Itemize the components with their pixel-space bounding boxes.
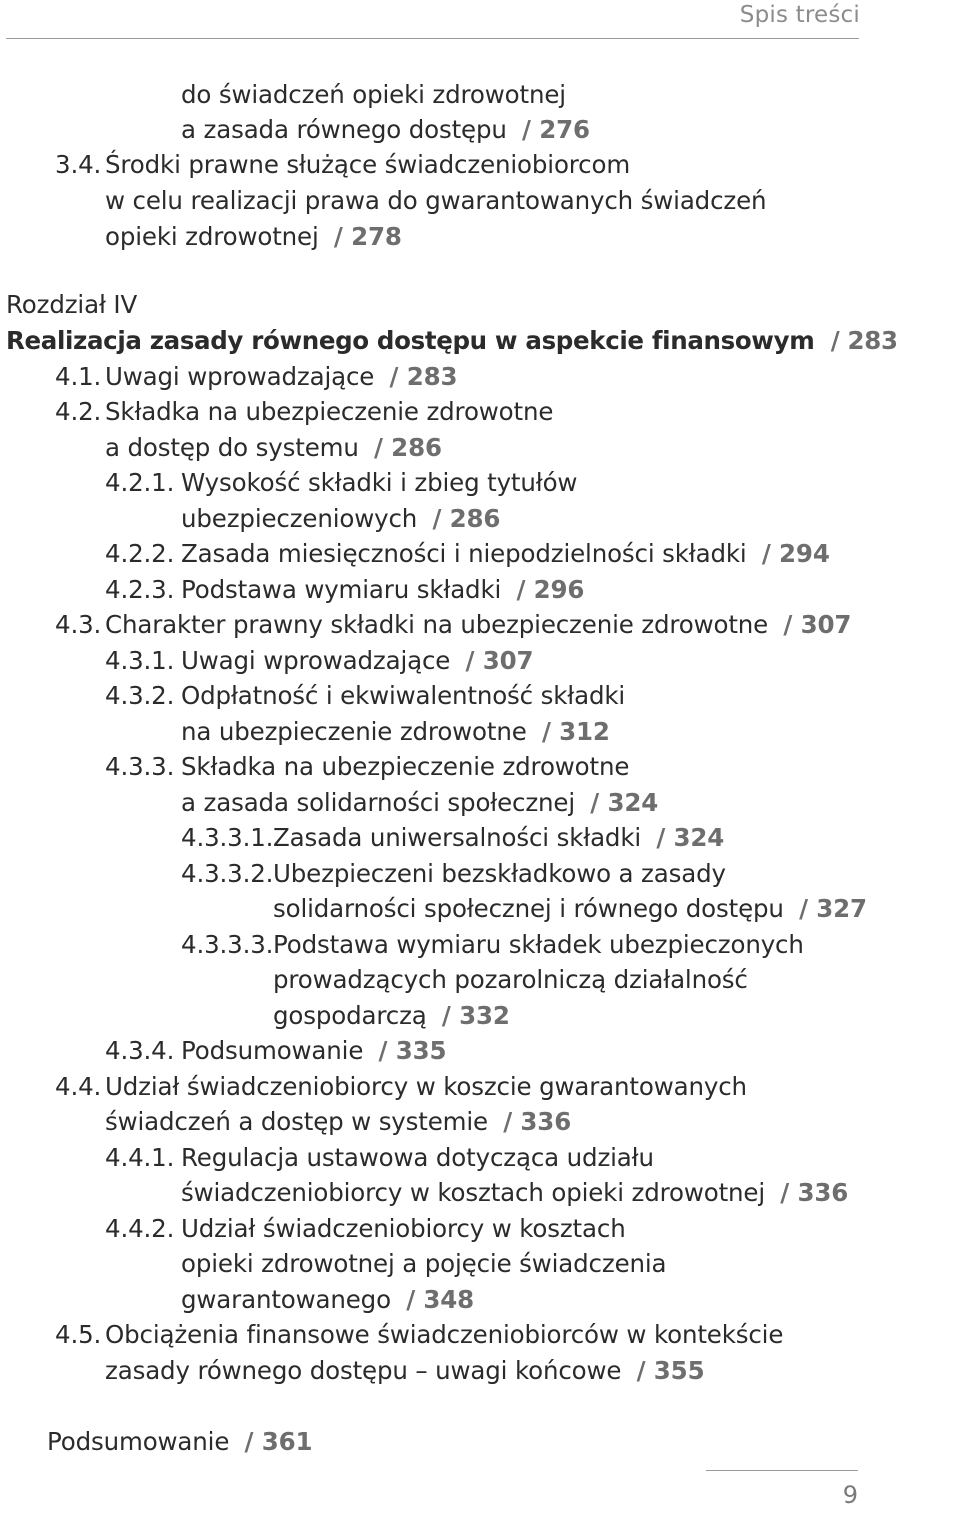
running-head-title: Spis treści [739, 2, 860, 28]
toc-entry-4-3-2[interactable]: 4.3.2. Odpłatność i ekwiwalentność składki [105, 681, 626, 710]
toc-entry-4-2-1[interactable]: 4.2.1. Wysokość składki i zbieg tytułów [105, 468, 578, 497]
toc-entry-4-2[interactable]: 4.2. Składka na ubezpieczenie zdrowotne [55, 397, 554, 426]
toc-entry-4-3-1[interactable]: 4.3.1. Uwagi wprowadzające / 307 [105, 646, 534, 675]
toc-entry-4-3-3[interactable]: 4.3.3. Składka na ubezpieczenie zdrowotne [105, 752, 630, 781]
toc-entry-4-4-2[interactable]: 4.4.2. Udział świadczeniobiorcy w kosztach [105, 1214, 626, 1243]
toc-entry-4-4[interactable]: 4.4. Udział świadczeniobiorcy w koszcie gwarantowanych [55, 1072, 747, 1101]
toc-entry-4-5[interactable]: 4.5. Obciążenia finansowe świadczeniobiorców w kontekście [55, 1320, 784, 1349]
toc-line[interactable]: opieki zdrowotnej / 278 [105, 222, 402, 251]
page-header [0, 0, 960, 40]
toc-line[interactable]: a zasada solidarności społecznej / 324 [181, 788, 659, 817]
toc-line[interactable]: solidarności społecznej i równego dostępu / 327 [273, 894, 867, 923]
toc-entry-4-3-3-3[interactable]: 4.3.3.3.Podstawa wymiaru składek ubezpieczonych [181, 930, 804, 959]
footer-divider [706, 1470, 858, 1471]
toc-entry-4-2-2[interactable]: 4.2.2. Zasada miesięczności i niepodzielności składki / 294 [105, 539, 830, 568]
toc-line: opieki zdrowotnej a pojęcie świadczenia [181, 1249, 667, 1278]
toc-entry-4-3[interactable]: 4.3. Charakter prawny składki na ubezpieczenie zdrowotne / 307 [55, 610, 852, 639]
toc-line: w celu realizacji prawa do gwarantowanych świadczeń [105, 186, 767, 215]
toc-entry-summary[interactable]: Podsumowanie / 361 [47, 1427, 313, 1456]
toc-entry-3-4[interactable]: 3.4. Środki prawne służące świadczeniobiorcom [55, 150, 631, 179]
toc-line[interactable]: świadczeniobiorcy w kosztach opieki zdrowotnej / 336 [181, 1178, 849, 1207]
toc-entry-4-4-1[interactable]: 4.4.1. Regulacja ustawowa dotycząca udziału [105, 1143, 654, 1172]
toc-entry-4-1[interactable]: 4.1. Uwagi wprowadzające / 283 [55, 362, 458, 391]
chapter-title[interactable]: Realizacja zasady równego dostępu w aspekcie finansowym / 283 [6, 326, 898, 355]
toc-line[interactable]: a dostęp do systemu / 286 [105, 433, 442, 462]
toc-entry-4-3-3-1[interactable]: 4.3.3.1.Zasada uniwersalności składki / 324 [181, 823, 725, 852]
toc-line[interactable]: świadczeń a dostęp w systemie / 336 [105, 1107, 572, 1136]
header-divider [6, 38, 859, 39]
toc-line: prowadzących pozarolniczą działalność [273, 965, 748, 994]
toc-line[interactable]: a zasada równego dostępu / 276 [181, 115, 590, 144]
toc-line[interactable]: na ubezpieczenie zdrowotne / 312 [181, 717, 610, 746]
toc-line[interactable]: gwarantowanego / 348 [181, 1285, 475, 1314]
toc-entry-4-3-4[interactable]: 4.3.4. Podsumowanie / 335 [105, 1036, 447, 1065]
toc-entry-4-3-3-2[interactable]: 4.3.3.2.Ubezpieczeni bezskładkowo a zasady [181, 859, 726, 888]
toc-line[interactable]: zasady równego dostępu – uwagi końcowe / 355 [105, 1356, 705, 1385]
toc-line[interactable]: gospodarczą / 332 [273, 1001, 510, 1030]
toc-entry-4-2-3[interactable]: 4.2.3. Podstawa wymiaru składki / 296 [105, 575, 585, 604]
toc-line: do świadczeń opieki zdrowotnej [181, 80, 566, 109]
chapter-label: Rozdział IV [6, 290, 138, 319]
page-number: 9 [842, 1481, 858, 1509]
toc-line[interactable]: ubezpieczeniowych / 286 [181, 504, 501, 533]
